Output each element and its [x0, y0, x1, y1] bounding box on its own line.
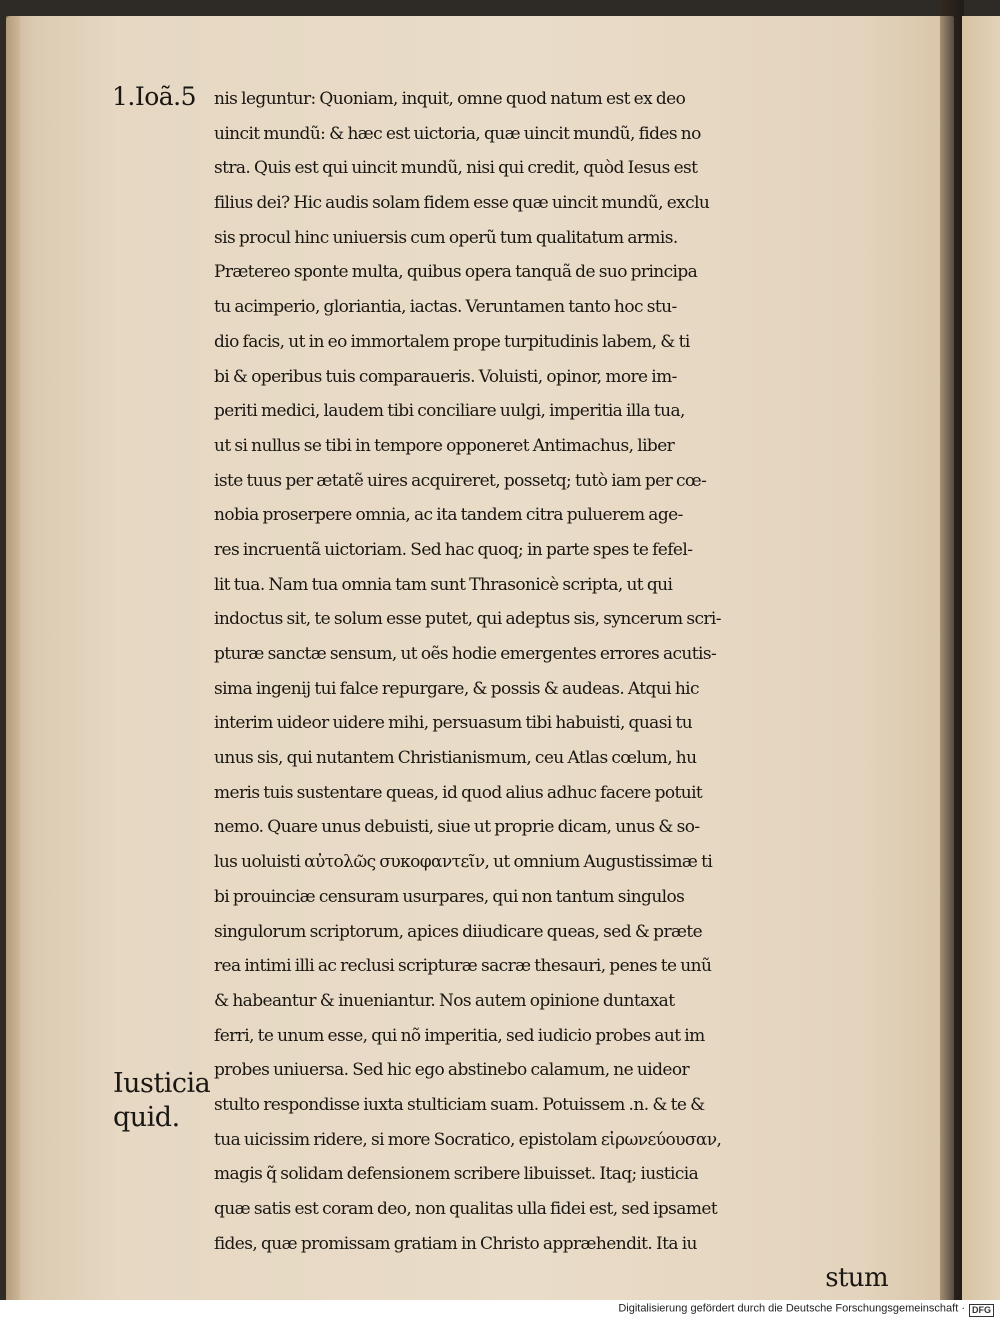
footer-credit: [0, 1300, 1000, 1320]
text-line: fides, quæ promissam gratiam in Christo appræhendit. Ita iu: [214, 1233, 697, 1254]
text-line: magis q̃ solidam defensionem scribere libuisset. Itaq; iusticia: [214, 1164, 699, 1185]
catchword: stum: [825, 1263, 888, 1294]
text-line: dio facis, ut in eo immortalem prope turpitudinis labem, & ti: [214, 331, 690, 352]
page-edge: [6, 16, 20, 1300]
text-line: tua uicissim ridere, si more Socratico, epistolam εἰρωνεύουσαν,: [214, 1129, 722, 1150]
text-line: nemo. Quare unus debuisti, siue ut proprie dicam, unus & so-: [214, 817, 700, 838]
text-line: unus sis, qui nutantem Christianismum, ceu Atlas cœlum, hu: [214, 748, 697, 769]
text-line: stulto respondisse iuxta stulticiam suam. Potuissem .n. & te &: [214, 1094, 705, 1115]
margin-note-reference: 1.Ioã.5: [112, 82, 197, 111]
text-line: tu acimperio, gloriantia, iactas. Veruntamen tanto hoc stu-: [214, 297, 677, 318]
text-line: res incruentã uictoriam. Sed hac quoq; in parte spes te fefel-: [214, 539, 693, 560]
text-line: singulorum scriptorum, apices diiudicare queas, sed & præte: [214, 921, 703, 942]
text-line: lit tua. Nam tua omnia tam sunt Thrasonicè scripta, ut qui: [214, 574, 673, 595]
text-line: nis leguntur: Quoniam, inquit, omne quod natum est ex deo: [214, 89, 686, 109]
text-line: quæ satis est coram deo, non qualitas ulla fidei est, sed ipsamet: [214, 1199, 718, 1219]
text-line: stra. Quis est qui uincit mundũ, nisi qui credit, quòd Iesus est: [214, 158, 698, 179]
text-line: ferri, te unum esse, qui nõ imperitia, sed iudicio probes aut im: [214, 1025, 705, 1046]
text-line: rea intimi illi ac reclusi scripturæ sacræ thesauri, penes te unũ: [214, 956, 712, 977]
text-line: lus uoluisti αὐτολῶς συκοφαντεῖν, ut omnium Augustissimæ ti: [214, 852, 713, 873]
text-line: & habeantur & inueniantur. Nos autem opinione duntaxat: [214, 990, 675, 1011]
body-text: [214, 82, 894, 1296]
spine-shadow: [940, 0, 964, 1300]
text-line: meris tuis sustentare queas, id quod alius adhuc facere potuit: [214, 782, 703, 803]
text-line: pturæ sanctæ sensum, ut oẽs hodie emergentes errores acutis-: [214, 644, 717, 664]
text-line: nobia proserpere omnia, ac ita tandem citra puluerem age-: [214, 505, 683, 526]
text-line: iste tuus per ætatẽ uires acquireret, possetq; tutò iam per cœ-: [214, 470, 707, 491]
facing-page-edge: [962, 16, 1000, 1300]
text-line: filius dei? Hic audis solam fidem esse quæ uincit mundũ, exclu: [214, 193, 710, 214]
text-line: bi & operibus tuis comparaueris. Voluisti, opinor, more im-: [214, 366, 677, 387]
dfg-logo: DFG: [969, 1304, 994, 1317]
margin-note-iusticia: Iusticia: [113, 1068, 211, 1099]
text-line: sis procul hinc uniuersis cum operũ tum qualitatum armis.: [214, 227, 678, 248]
text-line: interim uideor uidere mihi, persuasum tibi habuisti, quasi tu: [214, 713, 693, 734]
footer-text: Digitalisierung gefördert durch die Deutsche Forschungsgemeinschaft ·: [618, 1302, 965, 1315]
text-line: uincit mundũ: & hæc est uictoria, quæ uincit mundũ, fides no: [214, 123, 701, 144]
text-line: Prætereo sponte multa, quibus opera tanquã de suo principa: [214, 262, 698, 283]
margin-note-quid: quid.: [113, 1102, 180, 1133]
text-line: probes uniuersa. Sed hic ego abstinebo calamum, ne uideor: [214, 1060, 690, 1081]
text-line: ut si nullus se tibi in tempore opponeret Antimachus, liber: [214, 435, 675, 456]
text-line: sima ingenij tui falce repurgare, & possis & audeas. Atqui hic: [214, 678, 699, 699]
text-line: periti medici, laudem tibi conciliare uulgi, imperitia illa tua,: [214, 401, 685, 422]
text-line: indoctus sit, te solum esse putet, qui adeptus sis, syncerum scri-: [214, 609, 721, 630]
text-line: bi prouinciæ censuram usurpares, qui non tantum singulos: [214, 886, 685, 907]
